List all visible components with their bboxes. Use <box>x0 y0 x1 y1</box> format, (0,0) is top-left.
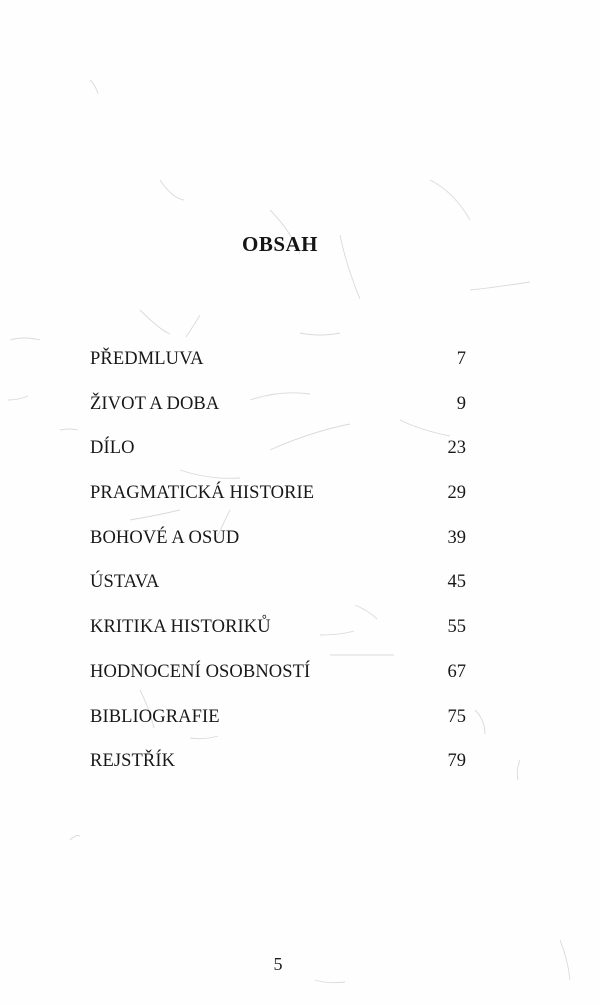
toc-entry-page: 39 <box>447 527 466 548</box>
toc-entry-title: HODNOCENÍ OSOBNOSTÍ <box>90 661 311 682</box>
page-title: OBSAH <box>241 232 319 256</box>
toc-entry-page: 75 <box>447 706 466 727</box>
toc-entry-title: ŽIVOT A DOBA <box>90 393 220 414</box>
toc-entry-title: PŘEDMLUVA <box>90 349 204 369</box>
toc-entry <box>90 435 466 480</box>
toc-entry-page: 67 <box>447 661 466 682</box>
toc-entry-page: 7 <box>456 349 466 369</box>
toc-entry-page: 55 <box>447 617 466 638</box>
toc-entry <box>90 525 466 570</box>
page-number: 5 <box>273 954 283 974</box>
table-of-contents <box>90 346 466 793</box>
toc-entry-page: 45 <box>447 572 466 593</box>
toc-entry <box>90 704 466 749</box>
toc-entry-page: 9 <box>456 393 466 414</box>
toc-entry <box>90 391 466 436</box>
toc-entry <box>90 569 466 614</box>
toc-entry <box>90 480 466 525</box>
toc-entry <box>90 614 466 659</box>
toc-entry-title: BIBLIOGRAFIE <box>90 706 220 727</box>
toc-entry-title: BOHOVÉ A OSUD <box>90 527 240 548</box>
toc-entry-title: ÚSTAVA <box>90 572 160 593</box>
toc-entry <box>90 659 466 704</box>
toc-entry-title: REJSTŘÍK <box>90 751 176 772</box>
toc-entry-title: DÍLO <box>90 438 135 459</box>
toc-entry-page: 23 <box>447 438 466 459</box>
toc-entry-page: 79 <box>447 751 466 772</box>
toc-entry-title: KRITIKA HISTORIKŮ <box>90 617 271 638</box>
toc-entry-page: 29 <box>447 483 466 504</box>
toc-entry <box>90 346 466 391</box>
toc-entry-title: PRAGMATICKÁ HISTORIE <box>90 483 315 504</box>
toc-entry <box>90 748 466 793</box>
